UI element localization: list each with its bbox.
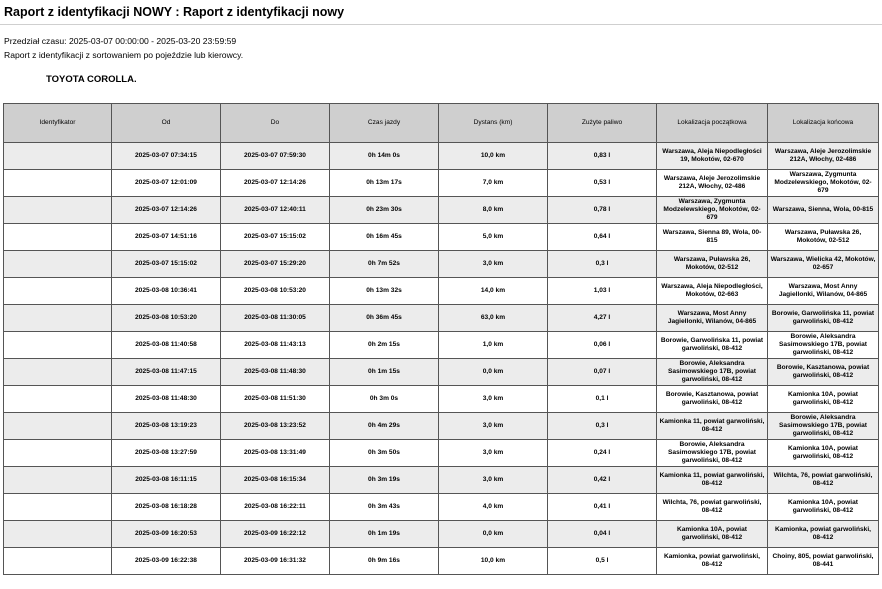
end-location-cell: Kamionka 10A, powiat garwoliński, 08-412 [768, 494, 879, 521]
end-location-cell: Kamionka, powiat garwoliński, 08-412 [768, 521, 879, 548]
table-body [4, 143, 879, 575]
table-row [4, 359, 879, 386]
start-location-cell: Borowie, Garwolińska 11, powiat garwoliński, 08-412 [657, 332, 768, 359]
start-location-cell: Warszawa, Puławska 26, Mokotów, 02-512 [657, 251, 768, 278]
column-header-fuel: Zużyte paliwo [548, 104, 657, 143]
identifier-cell [4, 170, 112, 197]
from-cell: 2025-03-07 12:01:09 [112, 170, 221, 197]
end-location-cell: Borowie, Kasztanowa, powiat garwoliński, 08-412 [768, 359, 879, 386]
start-location-cell: Warszawa, Zygmunta Modzelewskiego, Mokotów, 02-679 [657, 197, 768, 224]
from-cell: 2025-03-08 11:40:58 [112, 332, 221, 359]
start-location-cell: Warszawa, Aleja Niepodległości 19, Mokotów, 02-670 [657, 143, 768, 170]
to-cell: 2025-03-08 10:53:20 [221, 278, 330, 305]
fuel-cell: 1,03 l [548, 278, 657, 305]
table-row [4, 413, 879, 440]
report-period: Przedział czasu: 2025-03-07 00:00:00 - 2025-03-20 23:59:59 [4, 36, 237, 46]
to-cell: 2025-03-07 12:14:26 [221, 170, 330, 197]
distance-cell: 3,0 km [439, 413, 548, 440]
drive-time-cell: 0h 3m 43s [330, 494, 439, 521]
drive-time-cell: 0h 1m 15s [330, 359, 439, 386]
distance-cell: 3,0 km [439, 386, 548, 413]
table-row [4, 224, 879, 251]
end-location-cell: Choiny, 805, powiat garwoliński, 08-441 [768, 548, 879, 575]
distance-cell: 5,0 km [439, 224, 548, 251]
drive-time-cell: 0h 9m 16s [330, 548, 439, 575]
end-location-cell: Borowie, Garwolińska 11, powiat garwoliński, 08-412 [768, 305, 879, 332]
drive-time-cell: 0h 2m 15s [330, 332, 439, 359]
start-location-cell: Kamionka 11, powiat garwoliński, 08-412 [657, 413, 768, 440]
start-location-cell: Kamionka, powiat garwoliński, 08-412 [657, 548, 768, 575]
identifier-cell [4, 332, 112, 359]
drive-time-cell: 0h 1m 19s [330, 521, 439, 548]
end-location-cell: Warszawa, Sienna, Wola, 00-815 [768, 197, 879, 224]
identifier-cell [4, 413, 112, 440]
drive-time-cell: 0h 3m 50s [330, 440, 439, 467]
from-cell: 2025-03-07 12:14:26 [112, 197, 221, 224]
fuel-cell: 0,5 l [548, 548, 657, 575]
to-cell: 2025-03-08 11:43:13 [221, 332, 330, 359]
column-header-from: Od [112, 104, 221, 143]
identifier-cell [4, 386, 112, 413]
drive-time-cell: 0h 36m 45s [330, 305, 439, 332]
from-cell: 2025-03-07 07:34:15 [112, 143, 221, 170]
distance-cell: 63,0 km [439, 305, 548, 332]
table-row [4, 197, 879, 224]
identifier-cell [4, 440, 112, 467]
fuel-cell: 0,41 l [548, 494, 657, 521]
end-location-cell: Warszawa, Most Anny Jagiellonki, Wilanów, 04-865 [768, 278, 879, 305]
from-cell: 2025-03-08 10:36:41 [112, 278, 221, 305]
title-divider [0, 24, 882, 25]
fuel-cell: 0,1 l [548, 386, 657, 413]
table-row [4, 440, 879, 467]
fuel-cell: 0,3 l [548, 413, 657, 440]
distance-cell: 4,0 km [439, 494, 548, 521]
start-location-cell: Warszawa, Aleja Niepodległości, Mokotów, 02-663 [657, 278, 768, 305]
from-cell: 2025-03-09 16:22:38 [112, 548, 221, 575]
from-cell: 2025-03-08 11:47:15 [112, 359, 221, 386]
from-cell: 2025-03-08 13:19:23 [112, 413, 221, 440]
table-row [4, 521, 879, 548]
start-location-cell: Kamionka 10A, powiat garwoliński, 08-412 [657, 521, 768, 548]
identifier-cell [4, 251, 112, 278]
from-cell: 2025-03-08 16:11:15 [112, 467, 221, 494]
fuel-cell: 0,06 l [548, 332, 657, 359]
to-cell: 2025-03-08 11:30:05 [221, 305, 330, 332]
distance-cell: 10,0 km [439, 143, 548, 170]
start-location-cell: Warszawa, Aleje Jerozolimskie 212A, Włochy, 02-486 [657, 170, 768, 197]
distance-cell: 3,0 km [439, 467, 548, 494]
to-cell: 2025-03-07 07:59:30 [221, 143, 330, 170]
fuel-cell: 0,42 l [548, 467, 657, 494]
fuel-cell: 0,07 l [548, 359, 657, 386]
table-row [4, 548, 879, 575]
end-location-cell: Warszawa, Wielicka 42, Mokotów, 02-657 [768, 251, 879, 278]
end-location-cell: Warszawa, Aleje Jerozolimskie 212A, Włochy, 02-486 [768, 143, 879, 170]
identification-table [3, 103, 879, 575]
table-row [4, 305, 879, 332]
from-cell: 2025-03-07 15:15:02 [112, 251, 221, 278]
to-cell: 2025-03-07 15:29:20 [221, 251, 330, 278]
column-header-identifier: Identyfikator [4, 104, 112, 143]
identifier-cell [4, 467, 112, 494]
fuel-cell: 0,83 l [548, 143, 657, 170]
end-location-cell: Kamionka 10A, powiat garwoliński, 08-412 [768, 386, 879, 413]
drive-time-cell: 0h 13m 32s [330, 278, 439, 305]
start-location-cell: Borowie, Kasztanowa, powiat garwoliński, 08-412 [657, 386, 768, 413]
fuel-cell: 4,27 l [548, 305, 657, 332]
fuel-cell: 0,78 l [548, 197, 657, 224]
from-cell: 2025-03-07 14:51:16 [112, 224, 221, 251]
drive-time-cell: 0h 14m 0s [330, 143, 439, 170]
vehicle-name: TOYOTA COROLLA. [46, 74, 137, 85]
start-location-cell: Borowie, Aleksandra Sasimowskiego 17B, powiat garwoliński, 08-412 [657, 440, 768, 467]
from-cell: 2025-03-08 11:48:30 [112, 386, 221, 413]
fuel-cell: 0,04 l [548, 521, 657, 548]
start-location-cell: Kamionka 11, powiat garwoliński, 08-412 [657, 467, 768, 494]
from-cell: 2025-03-08 16:18:28 [112, 494, 221, 521]
table-header-row [4, 104, 879, 143]
report-title: Raport z identyfikacji NOWY : Raport z identyfikacji nowy [4, 5, 345, 19]
distance-cell: 3,0 km [439, 440, 548, 467]
identifier-cell [4, 494, 112, 521]
drive-time-cell: 0h 7m 52s [330, 251, 439, 278]
drive-time-cell: 0h 3m 0s [330, 386, 439, 413]
table-row [4, 170, 879, 197]
to-cell: 2025-03-08 13:23:52 [221, 413, 330, 440]
end-location-cell: Wilchta, 76, powiat garwoliński, 08-412 [768, 467, 879, 494]
column-header-to: Do [221, 104, 330, 143]
identifier-cell [4, 143, 112, 170]
distance-cell: 3,0 km [439, 251, 548, 278]
from-cell: 2025-03-08 10:53:20 [112, 305, 221, 332]
to-cell: 2025-03-08 11:48:30 [221, 359, 330, 386]
identifier-cell [4, 278, 112, 305]
table-row [4, 386, 879, 413]
to-cell: 2025-03-08 16:22:11 [221, 494, 330, 521]
column-header-drive-time: Czas jazdy [330, 104, 439, 143]
table-row [4, 251, 879, 278]
to-cell: 2025-03-08 13:31:49 [221, 440, 330, 467]
to-cell: 2025-03-07 12:40:11 [221, 197, 330, 224]
table-row [4, 278, 879, 305]
drive-time-cell: 0h 16m 45s [330, 224, 439, 251]
identifier-cell [4, 548, 112, 575]
start-location-cell: Borowie, Aleksandra Sasimowskiego 17B, powiat garwoliński, 08-412 [657, 359, 768, 386]
table-row [4, 494, 879, 521]
to-cell: 2025-03-08 11:51:30 [221, 386, 330, 413]
drive-time-cell: 0h 23m 30s [330, 197, 439, 224]
identifier-cell [4, 359, 112, 386]
end-location-cell: Warszawa, Puławska 26, Mokotów, 02-512 [768, 224, 879, 251]
distance-cell: 10,0 km [439, 548, 548, 575]
distance-cell: 7,0 km [439, 170, 548, 197]
start-location-cell: Wilchta, 76, powiat garwoliński, 08-412 [657, 494, 768, 521]
column-header-end-location: Lokalizacja końcowa [768, 104, 879, 143]
table-row [4, 467, 879, 494]
identifier-cell [4, 224, 112, 251]
from-cell: 2025-03-08 13:27:59 [112, 440, 221, 467]
to-cell: 2025-03-09 16:31:32 [221, 548, 330, 575]
to-cell: 2025-03-07 15:15:02 [221, 224, 330, 251]
fuel-cell: 0,53 l [548, 170, 657, 197]
distance-cell: 0,0 km [439, 521, 548, 548]
end-location-cell: Borowie, Aleksandra Sasimowskiego 17B, powiat garwoliński, 08-412 [768, 413, 879, 440]
identifier-cell [4, 197, 112, 224]
drive-time-cell: 0h 4m 29s [330, 413, 439, 440]
table-row [4, 332, 879, 359]
drive-time-cell: 0h 3m 19s [330, 467, 439, 494]
table-row [4, 143, 879, 170]
report-subtitle: Raport z identyfikacji z sortowaniem po pojeździe lub kierowcy. [4, 50, 244, 60]
from-cell: 2025-03-09 16:20:53 [112, 521, 221, 548]
start-location-cell: Warszawa, Most Anny Jagiellonki, Wilanów, 04-865 [657, 305, 768, 332]
fuel-cell: 0,24 l [548, 440, 657, 467]
column-header-start-location: Lokalizacja początkowa [657, 104, 768, 143]
drive-time-cell: 0h 13m 17s [330, 170, 439, 197]
end-location-cell: Warszawa, Zygmunta Modzelewskiego, Mokotów, 02-679 [768, 170, 879, 197]
to-cell: 2025-03-09 16:22:12 [221, 521, 330, 548]
to-cell: 2025-03-08 16:15:34 [221, 467, 330, 494]
identifier-cell [4, 305, 112, 332]
distance-cell: 8,0 km [439, 197, 548, 224]
end-location-cell: Borowie, Aleksandra Sasimowskiego 17B, powiat garwoliński, 08-412 [768, 332, 879, 359]
fuel-cell: 0,3 l [548, 251, 657, 278]
distance-cell: 0,0 km [439, 359, 548, 386]
identifier-cell [4, 521, 112, 548]
column-header-distance: Dystans (km) [439, 104, 548, 143]
distance-cell: 14,0 km [439, 278, 548, 305]
distance-cell: 1,0 km [439, 332, 548, 359]
start-location-cell: Warszawa, Sienna 89, Wola, 00-815 [657, 224, 768, 251]
end-location-cell: Kamionka 10A, powiat garwoliński, 08-412 [768, 440, 879, 467]
fuel-cell: 0,64 l [548, 224, 657, 251]
